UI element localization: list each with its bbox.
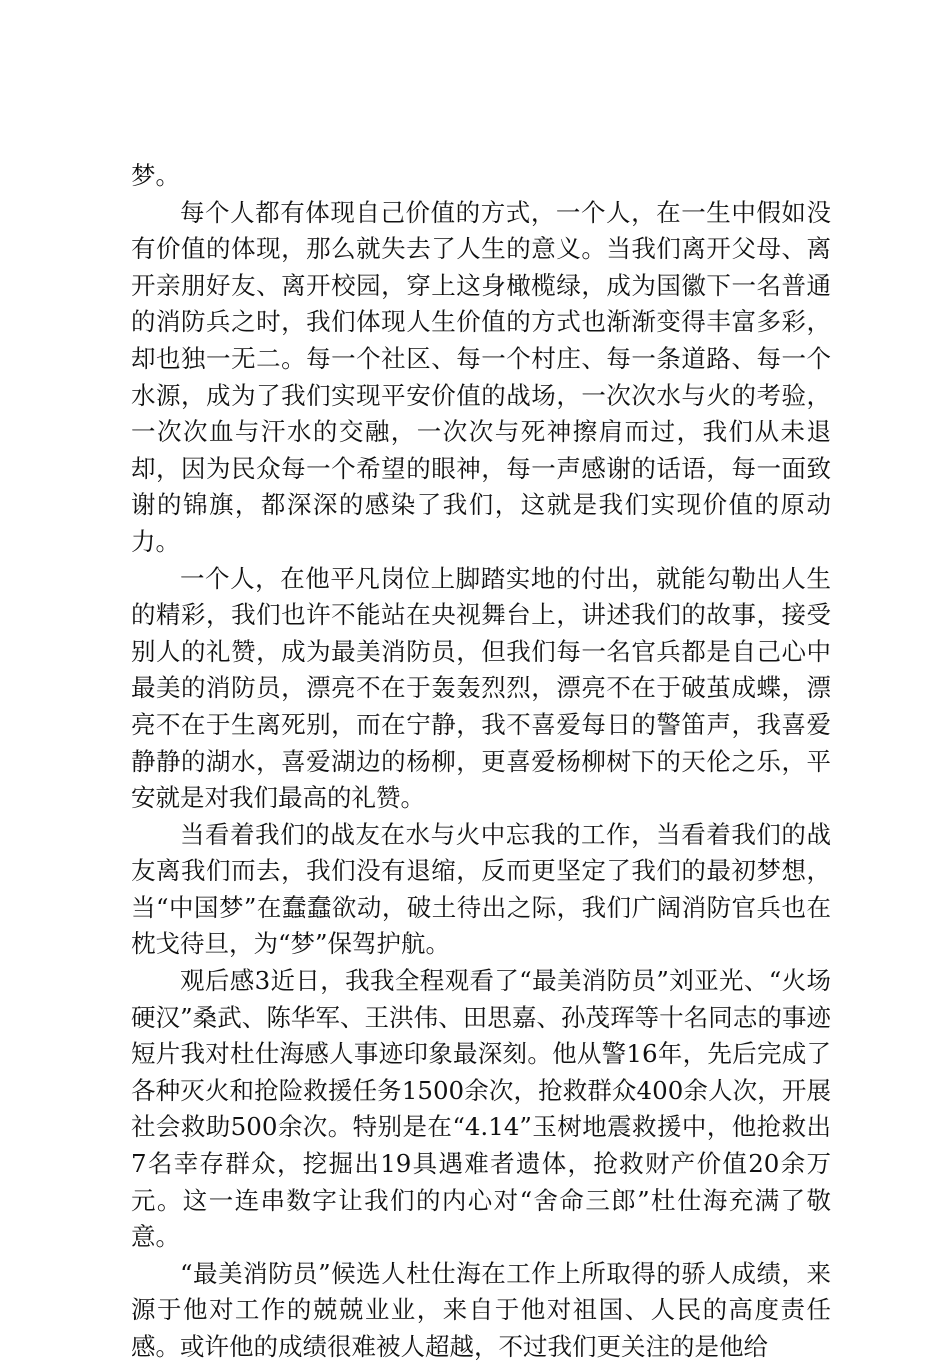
paragraph-continuation: 梦。 [131,161,180,190]
document-body [131,158,831,1366]
paragraph-ordinary-post: 一个人，在他平凡岗位上脚踏实地的付出，就能勾勒出人生的精彩，我们也许不能站在央视舞台上，讲述我们的故事，接受别人的礼赞，成为最美消防员，但我们每一名官兵都是自己心中最美的消防员，漂亮不在于轰轰烈烈，漂亮不在于破茧成蝶，漂亮不在于生离死别，而在宁静，我不喜爱每日的警笛声，我喜爱静静的湖水，喜爱湖边的杨柳，更喜爱杨柳树下的天伦之乐，平安就是对我们最高的礼赞。 [131,563,831,813]
paragraph-candidate: “最美消防员”候选人杜仕海在工作上所取得的骄人成绩，来源于他对工作的兢兢业业，来自于他对祖国、人民的高度责任感。或许他的成绩很难被人超越，不过我们更关注的是他给 [131,1258,831,1361]
paragraph-comrades: 当看着我们的战友在水与火中忘我的工作，当看着我们的战友离我们而去，我们没有退缩，反而更坚定了我们的最初梦想，当“中国梦”在蠢蠢欲动，破土待出之际，我们广阔消防官兵也在枕戈待旦，为“梦”保驾护航。 [131,819,831,959]
paragraph-reflection-3: 观后感3近日，我我全程观看了“最美消防员”刘亚光、“火场硬汉”桑武、陈华军、王洪伟、田思嘉、孙茂珲等十名同志的事迹短片我对杜仕海感人事迹印象最深刻。他从警16年，先后完成了各种灭火和抢险救援任务1500余次，抢救群众400余人次，开展社会救助500余次。特别是在“4.14”玉树地震救援中，他抢救出7名幸存群众，挖掘出19具遇难者遗体，抢救财产价值20余万元。这一连串数字让我们的内心对“舍命三郎”杜仕海充满了敬意。 [131,966,831,1252]
paragraph-value-of-life: 每个人都有体现自己价值的方式，一个人，在一生中假如没有价值的体现，那么就失去了人生的意义。当我们离开父母、离开亲朋好友、离开校园，穿上这身橄榄绿，成为国徽下一名普通的消防兵之时，我们体现人生价值的方式也渐渐变得丰富多彩，却也独一无二。每一个社区、每一个村庄、每一条道路、每一个水源，成为了我们实现平安价值的战场，一次次水与火的考验，一次次血与汗水的交融，一次次与死神擦肩而过，我们从未退却，因为民众每一个希望的眼神，每一声感谢的话语，每一面致谢的锦旗，都深深的感染了我们，这就是我们实现价值的原动力。 [131,197,831,556]
